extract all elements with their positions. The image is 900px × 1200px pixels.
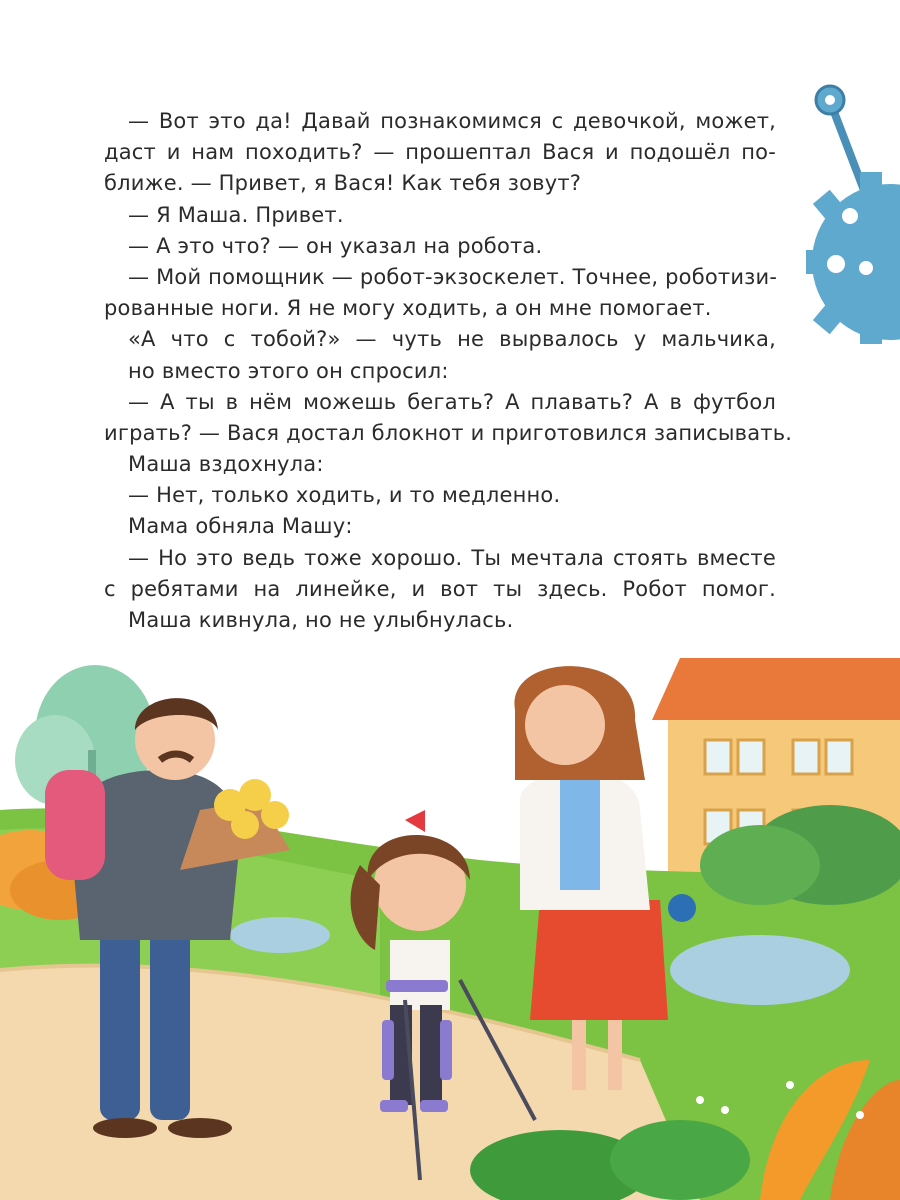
story-line: но вместо этого он спросил: (128, 358, 449, 383)
story-line: — Я Маша. Привет. (128, 202, 344, 227)
story-line: играть? — Вася достал блокнот и приготовился записывать. (104, 420, 793, 445)
story-line: — Вот это да! Давай познакомимся с девочкой, может, (128, 109, 776, 133)
story-line: с ребятами на линейке, и вот ты здесь. Робот помог. (104, 576, 776, 601)
story-line: ближе. — Привет, я Вася! Как тебя зовут? (104, 171, 582, 196)
story-line: рованные ноги. Я не могу ходить, а он мне помогает. (104, 296, 712, 321)
story-line: Маша вздохнула: (128, 452, 324, 477)
story-line: даст и нам походить? — прошептал Вася и подошёл по- (104, 140, 776, 165)
story-line: Маша кивнула, но не улыбнулась. (128, 608, 514, 632)
story-line: — Мой помощник — робот-экзоскелет. Точнее, роботизи- (128, 264, 778, 289)
gear-icon (800, 84, 900, 344)
story-text (104, 106, 793, 636)
story-line: — А ты в нём можешь бегать? А плавать? А в футбол (128, 389, 776, 414)
story-line: Мама обняла Машу: (128, 514, 353, 539)
story-line: — Нет, только ходить, и то медленно. (128, 483, 561, 508)
story-line: — А это что? — он указал на робота. (128, 233, 543, 258)
story-line: «А что с тобой?» — чуть не вырвалось у мальчика, (128, 327, 776, 352)
story-illustration (0, 640, 900, 1200)
story-line: — Но это ведь тоже хорошо. Ты мечтала стоять вместе (128, 545, 776, 570)
